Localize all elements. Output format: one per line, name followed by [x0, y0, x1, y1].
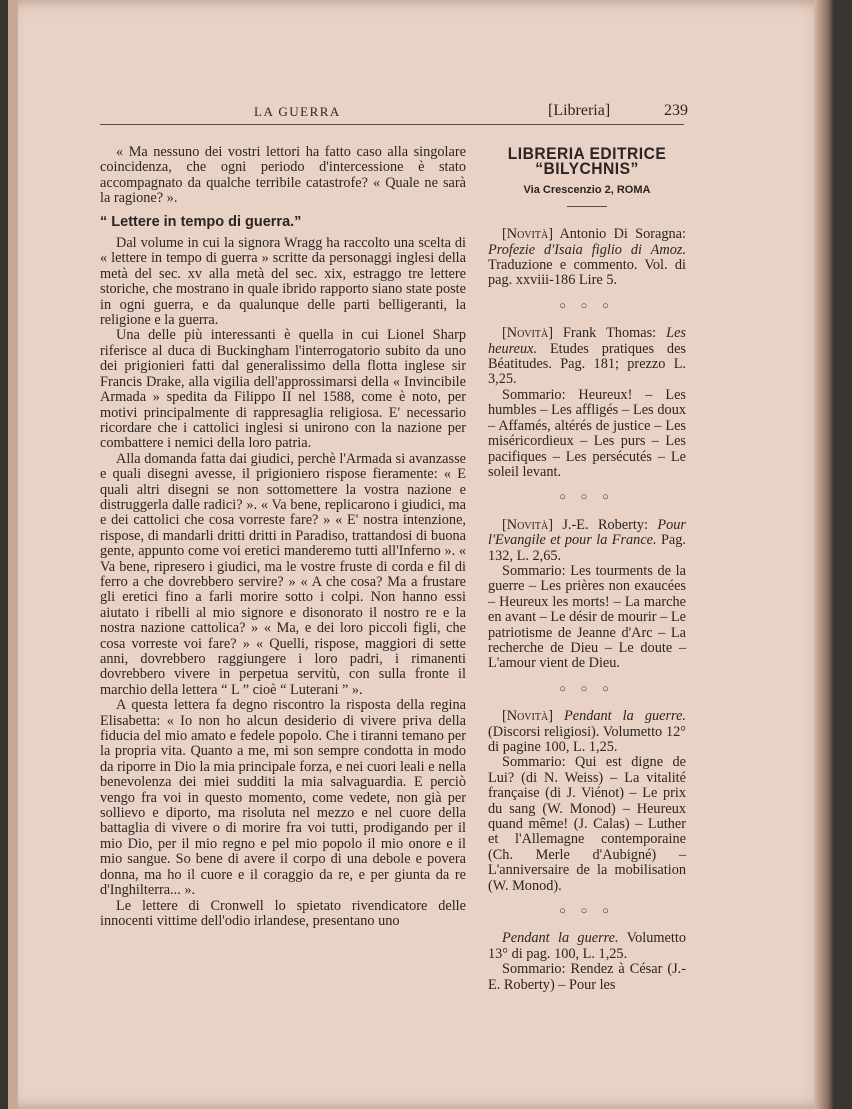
book-details: Traduzione e commento. Vol. di pag. xxviii-186 Lire 5. — [488, 257, 686, 289]
paragraph: Dal volume in cui la signora Wragg ha raccolto una scelta di « lettere in tempo di guerra » scritte da personaggi inglesi della metà del sec. xv alla metà del sec. xix, estraggo tre lettere storiche, che mostrano in quale ibrido rapporto siano state poste in ogni guerra, e da qualunque delle parti belligeranti, la religione e la guerra. — [100, 235, 466, 329]
page-left-edge — [8, 0, 18, 1109]
book-entry — [488, 931, 686, 962]
book-author: J.-E. Roberty: — [562, 516, 648, 533]
divider-rule — [567, 206, 607, 207]
running-title: LA GUERRA — [254, 104, 341, 119]
book-details: (Discorsi religiosi). Volumetto 12° di pagine 100, L. 1,25. — [488, 723, 686, 755]
book-summary: Sommario: Heureux! – Les humbles – Les affligés – Les doux – Affamés, altérés de justice – Les miséricordieux – Les purs – Les pacifiques – Les persécutés – Le soleil levant. — [488, 386, 686, 480]
paragraph: « Ma nessuno dei vostri lettori ha fatto caso alla singolare coincidenza, che ogni periodo d'intercessione è stato accompagnato da qualche terribile catastrofe? « Quale ne sarà la ragione? ». — [100, 144, 466, 207]
page-right-edge — [814, 0, 834, 1109]
book-author: Frank Thomas: — [562, 325, 657, 342]
paragraph: Le lettere di Cronwell lo spietato rivendicatore delle innocenti vittime dell'odio irlandese, presentano uno — [100, 897, 466, 929]
ornament-separator: ○ ○ ○ — [559, 491, 615, 504]
novelty-tag: [Novità] — [502, 516, 553, 533]
book-summary: Sommario: Rendez à César (J.-E. Roberty) – Pour les — [488, 961, 686, 993]
book-title: Profezie d'Isaia figlio di Amoz. — [488, 241, 686, 258]
book-details: Etudes pratiques des Béatitudes. Pag. 181; prezzo L. 3,25. — [488, 340, 686, 388]
paragraph: A questa lettera fa degno riscontro la risposta della regina Elisabetta: « Io non ho alcun desiderio di vivere priva della fiducia del mio amato e fedele popolo. Che i tiranni temano per la propria vita. Quanto a me, mi son sempre condotta in modo da riporre in Dio la mia principale forza, e nei cuori leali e nella benevolenza dei miei sudditi la mia salvaguardia. E perciò vengo fra voi in questo momento, come vedete, non già per sollievo e diporto, ma risoluta nel mezzo e nel cuore della battaglia di vivere o di morire fra voi tutti, prodigando per il mio Dio, per il mio regno e pel mio popolo il mio onore e il mio sangue. So bene di avere il corpo di una debole e povera donna, ma ho il cuore e il coraggio da re, e per giunta da re d'Inghilterra... ». — [100, 697, 466, 899]
novelty-tag: [Novità] — [502, 226, 553, 243]
book-title: Pendant la guerre. — [502, 930, 619, 947]
book-title: Pour l'Evangile et pour la France. — [488, 516, 687, 549]
ornament-separator: ○ ○ ○ — [559, 299, 615, 312]
book-author: Antonio Di Soragna: — [559, 226, 686, 243]
bookshop-address: Via Crescenzio 2, ROMA — [523, 183, 651, 196]
novelty-tag: [Novità] — [502, 708, 553, 725]
book-title: Les heureux. — [488, 325, 686, 357]
section-subheading: “ Lettere in tempo di guerra.” — [100, 213, 302, 230]
book-entry — [488, 227, 686, 289]
book-page — [8, 0, 834, 1109]
book-details: Volumetto 13° di pag. 100, L. 1,25. — [488, 930, 686, 962]
page-number: 239 — [664, 102, 688, 119]
novelty-tag: [Novità] — [502, 325, 553, 342]
book-details: Pag. 132, L. 2,65. — [488, 532, 687, 564]
ornament-separator: ○ ○ ○ — [559, 682, 615, 695]
ornament-separator: ○ ○ ○ — [559, 905, 615, 918]
main-text-column — [100, 145, 466, 929]
paragraph: Alla domanda fatta dai giudici, perchè l'Armada si avanzasse e quali disegni avesse, il prigioniero rispose fieramente: « E quali altri disegni se non sottomettere la vostra nazione e distruggerla dalle radici? ». « Va bene, replicarono i giudici, ma e dei cattolici che cosa vorreste fare? » « E' nostra intenzione, rispose, di mandarli dritti dritti in Paradiso, trattandosi di buona gente, appunto come voi eretici manderemo tutti all'Inferno ». « Va bene, ripresero i giudici, ma le vostre fruste di corda e fil di ferro a che dovrebbero servire? » « A che cosa? Ma a frustare gli eretici fino a farli morire sotto i colpi. Non hanno essi aiutato i ribelli al mio signore e disonorato il nostro re e la nostra nazione cattolica? » « Ma, e dei loro piccoli figli, che cosa vorreste voi fare? » « Quelli, rispose, maggiori di sette anni, dovrebbero raggiungere i loro padri, i rimanenti dovrebbero vivere in perpetua servitù, con sulla fronte il marchio della lettera “ L ” cioè “ Luterani ” ». — [100, 450, 466, 698]
running-header — [100, 100, 688, 125]
section-label: [Libreria] — [548, 102, 611, 119]
book-title: Pendant la guerre. — [564, 708, 687, 725]
paragraph: Una delle più interessanti è quella in cui Lionel Sharp riferisce al duca di Buckingham l'interrogatorio subito da uno dei prigionieri fatti dal generalissimo della flotta inglese sir Francis Drake, alla vigilia dell'approssimarsi della « Invincibile Armada » spedita da Filippo II nel 1588, come è noto, per motivi principalmente di rappresaglia religiosa. E' necessario ricordare che i cattolici inglesi si unirono con la nazione per combattere i nemici della loro patria. — [100, 327, 466, 452]
book-summary: Sommario: Qui est digne de Lui? (di N. Weiss) – La vitalité française (di J. Viénot) – Le prix du sang (W. Monod) – Heureux quand même! (J. Calas) – Luther et l'Allemagne contemporaine (Ch. Merle d'Aubigné) – L'anniversaire de la mobilisation (W. Monod). — [488, 754, 686, 894]
bookshop-name: LIBRERIA EDITRICE “BILYCHNIS” — [507, 144, 667, 179]
book-entry — [488, 326, 686, 388]
bookshop-column — [488, 146, 686, 993]
book-entry — [488, 709, 686, 755]
book-summary: Sommario: Les tourments de la guerre – Les prières non exaucées – Heureux les morts! – La marche en avant – Le désir de mourir – Le patriotisme de Jeanne d'Arc – La recherche de Dieu – Le doute – L'amour vient de Dieu. — [488, 562, 686, 672]
book-entry — [488, 518, 686, 564]
